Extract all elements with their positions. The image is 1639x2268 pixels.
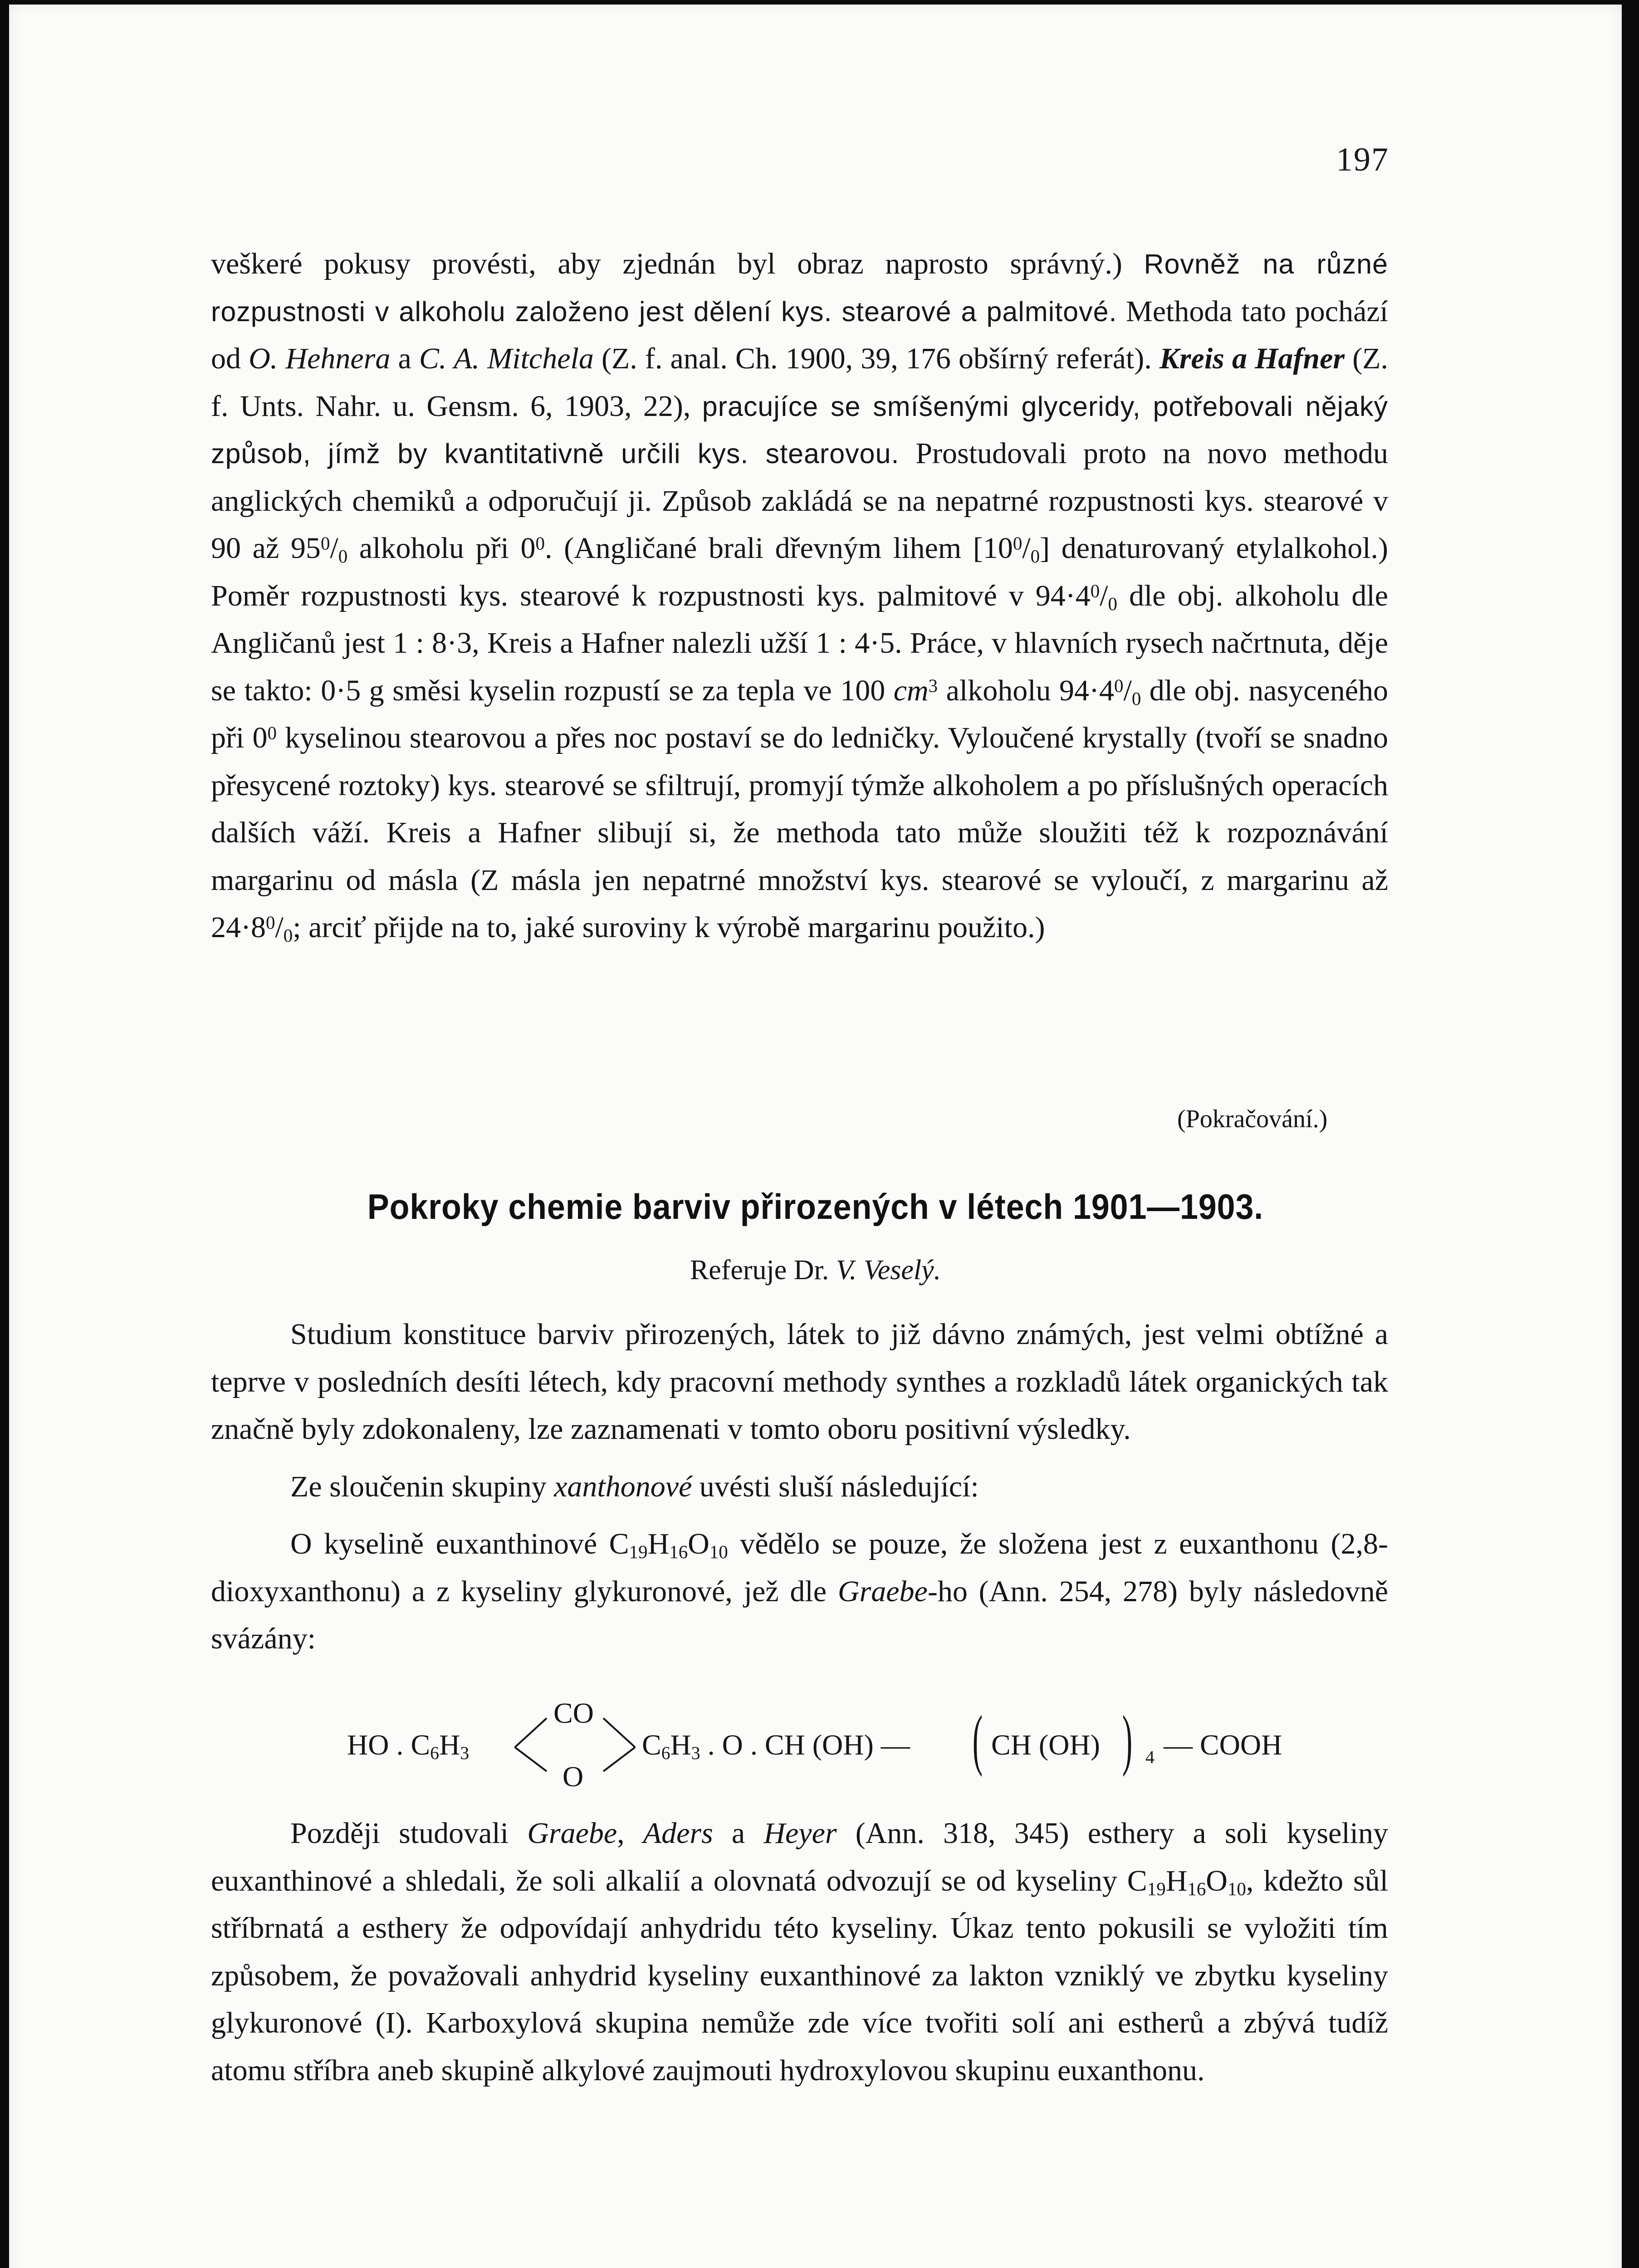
- author-mitchel: C. A. Mitchela: [419, 342, 594, 375]
- continued-note: (Pokračování.): [1177, 1105, 1328, 1133]
- author-kreis-hafner: Kreis a Hafner: [1159, 342, 1345, 375]
- formula-left: HO . $C_6H_3$: [347, 1729, 470, 1763]
- formula-right-paren: ): [1122, 1702, 1133, 1777]
- intro-paragraph: [211, 240, 1388, 952]
- formula-count: 4: [1145, 1747, 1155, 1767]
- paragraph-3: O kyselině euxanthinové $C_{19}H_{16}O_{10}$ vědělo se pouze, že složena jest z euxanthonu (2,8-dioxyxanthonu) a z kyseliny glykuronové, jež dle Graebe-ho (Ann. 254, 278) byly následovně svázány:: [211, 1527, 1388, 1655]
- page: [9, 5, 1622, 2268]
- formula-end: — COOH: [1164, 1729, 1282, 1761]
- byline-author: V. Veselý.: [836, 1255, 941, 1286]
- formula-mid: $C_6H_3$ . O . CH (OH) —: [642, 1729, 910, 1763]
- paragraph-2: Ze sloučenin skupiny xanthonové uvésti sluší následující:: [290, 1470, 979, 1503]
- formula-paren-content: CH (OH): [991, 1729, 1100, 1761]
- formula-co: CO: [553, 1697, 594, 1729]
- paragraph-1: Studium konstituce barviv přirozených, látek to již dávno známých, jest velmi obtížné a teprve v posledních desíti létech, kdy pracovní methody synthes a rozkladů látek organických tak značně byly zdokonaleny, lze zaznamenati v tomto oboru positivní výsledky.: [211, 1318, 1388, 1446]
- article-body-top: [211, 1311, 1388, 1663]
- article-byline: Referuje Dr. V. Veselý.: [690, 1255, 941, 1286]
- intro-text: veškeré pokusy provésti, aby zjednán byl obraz naprosto správný.) Rovněž na různé rozpustnosti v alkoholu založeno jest dělení kys. stearové a palmitové. Methoda tato pochází od O. Hehnera a C. A. Mitchela (Z. f. anal. Ch. 1900, 39, 176 obšírný referát). Kreis a Hafner (Z. f. Unts. Nahr. u. Gensm. 6, 1903, 22), pracujíce se smíšenými glyceridy, potřebovali nějaký způsob, jímž by kvantitativně určili kys. stearovou. Prostudovali proto na novo methodu anglických chemiků a odporučují ji. Způsob zakládá se na nepatrné rozpustnosti kys. stearové v 90 až $95^0/_0$ alkoholu při $0^0$. (Angličané brali dřevným lihem $[10^0/_0]$ denaturovaný etylalkohol.) Poměr rozpustnosti kys. stearové k rozpustnosti kys. palmitové v $94\cdot 4^0/_0$ dle obj. alkoholu dle Angličanů jest 1 : 8·3, Kreis a Hafner nalezli užší 1 : 4·5. Práce, v hlavních rysech načrtnuta, děje se takto: 0·5 g směsi kyselin rozpustí se za tepla ve 100 $cm^3$ alkoholu $94\cdot 4^0/_0$ dle obj. nasyceného při $0^0$ kyselinou stearovou a přes noc postaví se do ledničky. Vyloučené krystally (tvoří se snadno přesycené roztoky) kys. stearové se sfiltrují, promyjí týmže alkoholem a po příslušných operacích dalších váží. Kreis a Hafner slibují si, že methoda tato může sloužiti též k rozpoznávání margarinu od másla (Z másla jen nepatrné množství kys. stearové se vyloučí, z margarinu až $24\cdot 8^0/_0$; arciť přijde na to, jaké suroviny k výrobě margarinu použito.): [211, 247, 1389, 946]
- article-title: Pokroky chemie barviv přirozených v létech 1901—1903.: [367, 1187, 1264, 1227]
- formula-left-paren: (: [972, 1702, 983, 1777]
- author-hehner: O. Hehnera: [249, 342, 391, 375]
- article-body-bottom: [211, 1810, 1388, 2094]
- formula-o: O: [563, 1760, 584, 1793]
- structural-formula: [347, 1696, 1354, 1792]
- page-number: 197: [1336, 141, 1389, 178]
- paragraph-4: Později studovali Graebe, Aders a Heyer (Ann. 318, 345) esthery a soli kyseliny euxanthinové a shledali, že soli alkalií a olovnatá odvozují se od kyseliny $C_{19}H_{16}O_{10}$, kdežto sůl stříbrnatá a esthery že odpovídají anhydridu této kyseliny. Úkaz tento pokusili se vyložiti tím způsobem, že považovali anhydrid kyseliny euxanthinové za lakton vzniklý ve zbytku kyseliny glykuronové (I). Karboxylová skupina nemůže zde více tvořiti solí ani estherů a zbývá tudíž atomu stříbra aneb skupině alkylové zaujmouti hydroxylovou skupinu euxanthonu.: [211, 1817, 1389, 2087]
